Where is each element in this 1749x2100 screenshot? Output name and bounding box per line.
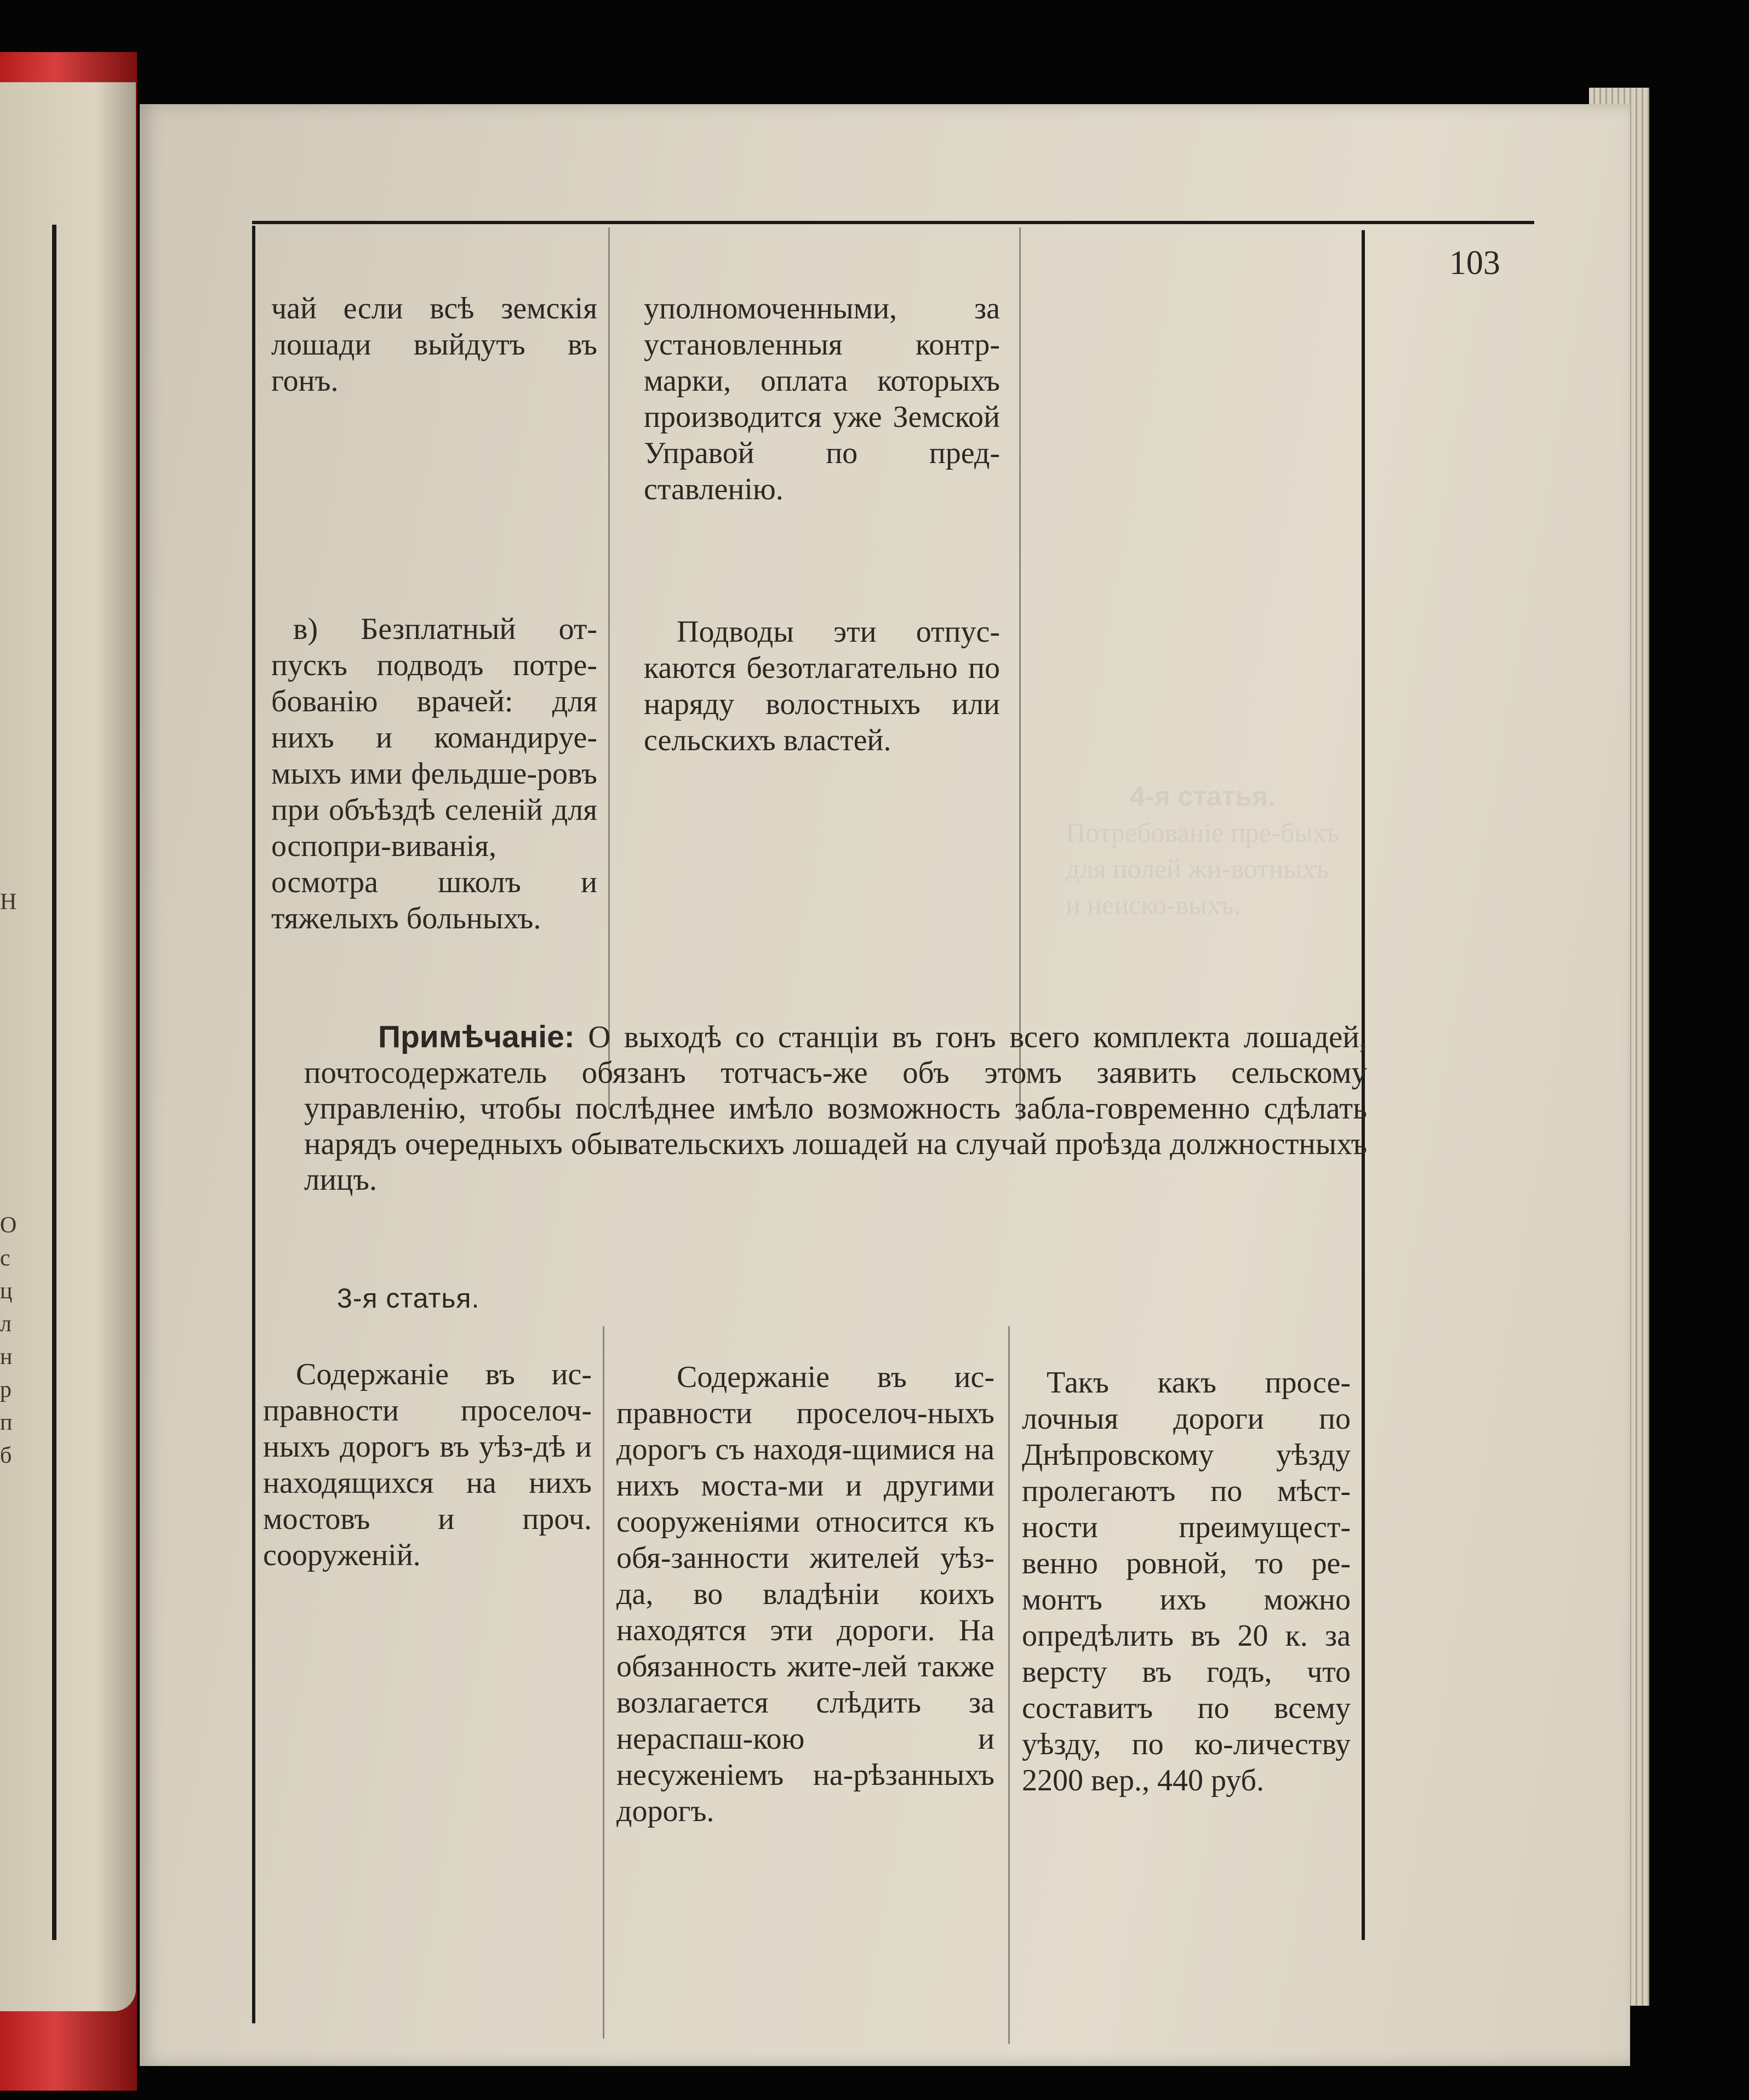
book-page [140, 104, 1630, 2066]
article3-col2-text: Содержаніе въ ис-правности проселоч-ныхъ дорогъ съ находя-щимися на нихъ моста-ми и другими сооруженіями относится къ обя-занности жителей уѣз-да, во владѣніи коихъ находятся эти дороги. На обязанность жите-лей также возлагается слѣдить за нераспаш-кою и несуженіемъ на-рѣзанныхъ дорогъ. [616, 1360, 994, 1828]
article3-col3-text: Такъ какъ просе-лочныя дороги по Днѣпровскому уѣзду пролегаютъ по мѣст-ности преимущест-венно ровной, то ре-монтъ ихъ можно опредѣлить въ 20 к. за версту въ годъ, что составитъ по всему уѣзду, по ко-личеству 2200 вер., 440 руб. [1022, 1366, 1351, 1797]
previous-page [0, 82, 136, 2011]
item-v-col2-text: Подводы эти отпус-каются безотлагательно по наряду волостныхъ или сельскихъ властей. [644, 615, 1000, 757]
prev-page-fragment: п [0, 1410, 14, 1435]
upper-col1-text: чай если всѣ земскія лошади выйдутъ въ гонъ. [271, 292, 597, 398]
bleed-text: Потребованіе пре-быхъ для полей жи-вотныхъ и неиско-выхъ. [1066, 817, 1340, 920]
column-divider [1008, 1326, 1010, 2044]
prev-page-fragment: О [0, 1213, 18, 1238]
prev-page-fragment: л [0, 1311, 13, 1337]
article3-col1-text: Содержаніе въ ис-правности проселоч-ныхъ дорогъ въ уѣз-дѣ и находящихся на нихъ мостовъ и проч. сооруженій. [263, 1357, 592, 1572]
note-label: Примѣчаніе: [378, 1019, 575, 1054]
column-divider [1019, 227, 1021, 1121]
prev-page-fragment: Н [0, 889, 18, 915]
article-heading: 3-я статья. [337, 1283, 480, 1314]
note-text: О выходѣ со станціи въ гонъ всего комплекта лошадей, почтосодержатель обязанъ тотчасъ-же объ этомъ заявить сельскому управленію, чтобы послѣднее имѣло возможность забла-говременно сдѣлать нарядъ очередныхъ обывательскихъ лошадей на случай проѣзда должностныхъ лицъ. [304, 1020, 1367, 1197]
prev-page-fragment: н [0, 1344, 14, 1369]
prev-page-fragment: с [0, 1246, 12, 1271]
note-paragraph [304, 1019, 1367, 1197]
page-number: 103 [1449, 244, 1500, 282]
bleed-through [1066, 778, 1340, 923]
previous-page-rule [52, 225, 56, 1940]
item-v-col1-text: в) Безплатный от-пускъ подводъ потре-бованію врачей: для нихъ и командируе-мыхъ ими фельдше-ровъ при объѣздѣ селеній для оспопри-виванія, осмотра школъ и тяжелыхъ больныхъ. [271, 612, 597, 935]
column-divider [603, 1326, 604, 2039]
prev-page-fragment: р [0, 1377, 13, 1402]
table-left-rule [252, 226, 255, 2023]
prev-page-fragment: ц [0, 1279, 14, 1304]
column-divider [608, 227, 610, 1110]
table-top-rule [252, 221, 1534, 224]
upper-col2-text: уполномоченными, за установленныя контр-марки, оплата которыхъ производится уже Земской Управой по пред-ставленію. [644, 292, 1000, 506]
prev-page-fragment: б [0, 1443, 13, 1468]
bleed-heading: 4-я статья. [1130, 781, 1276, 812]
